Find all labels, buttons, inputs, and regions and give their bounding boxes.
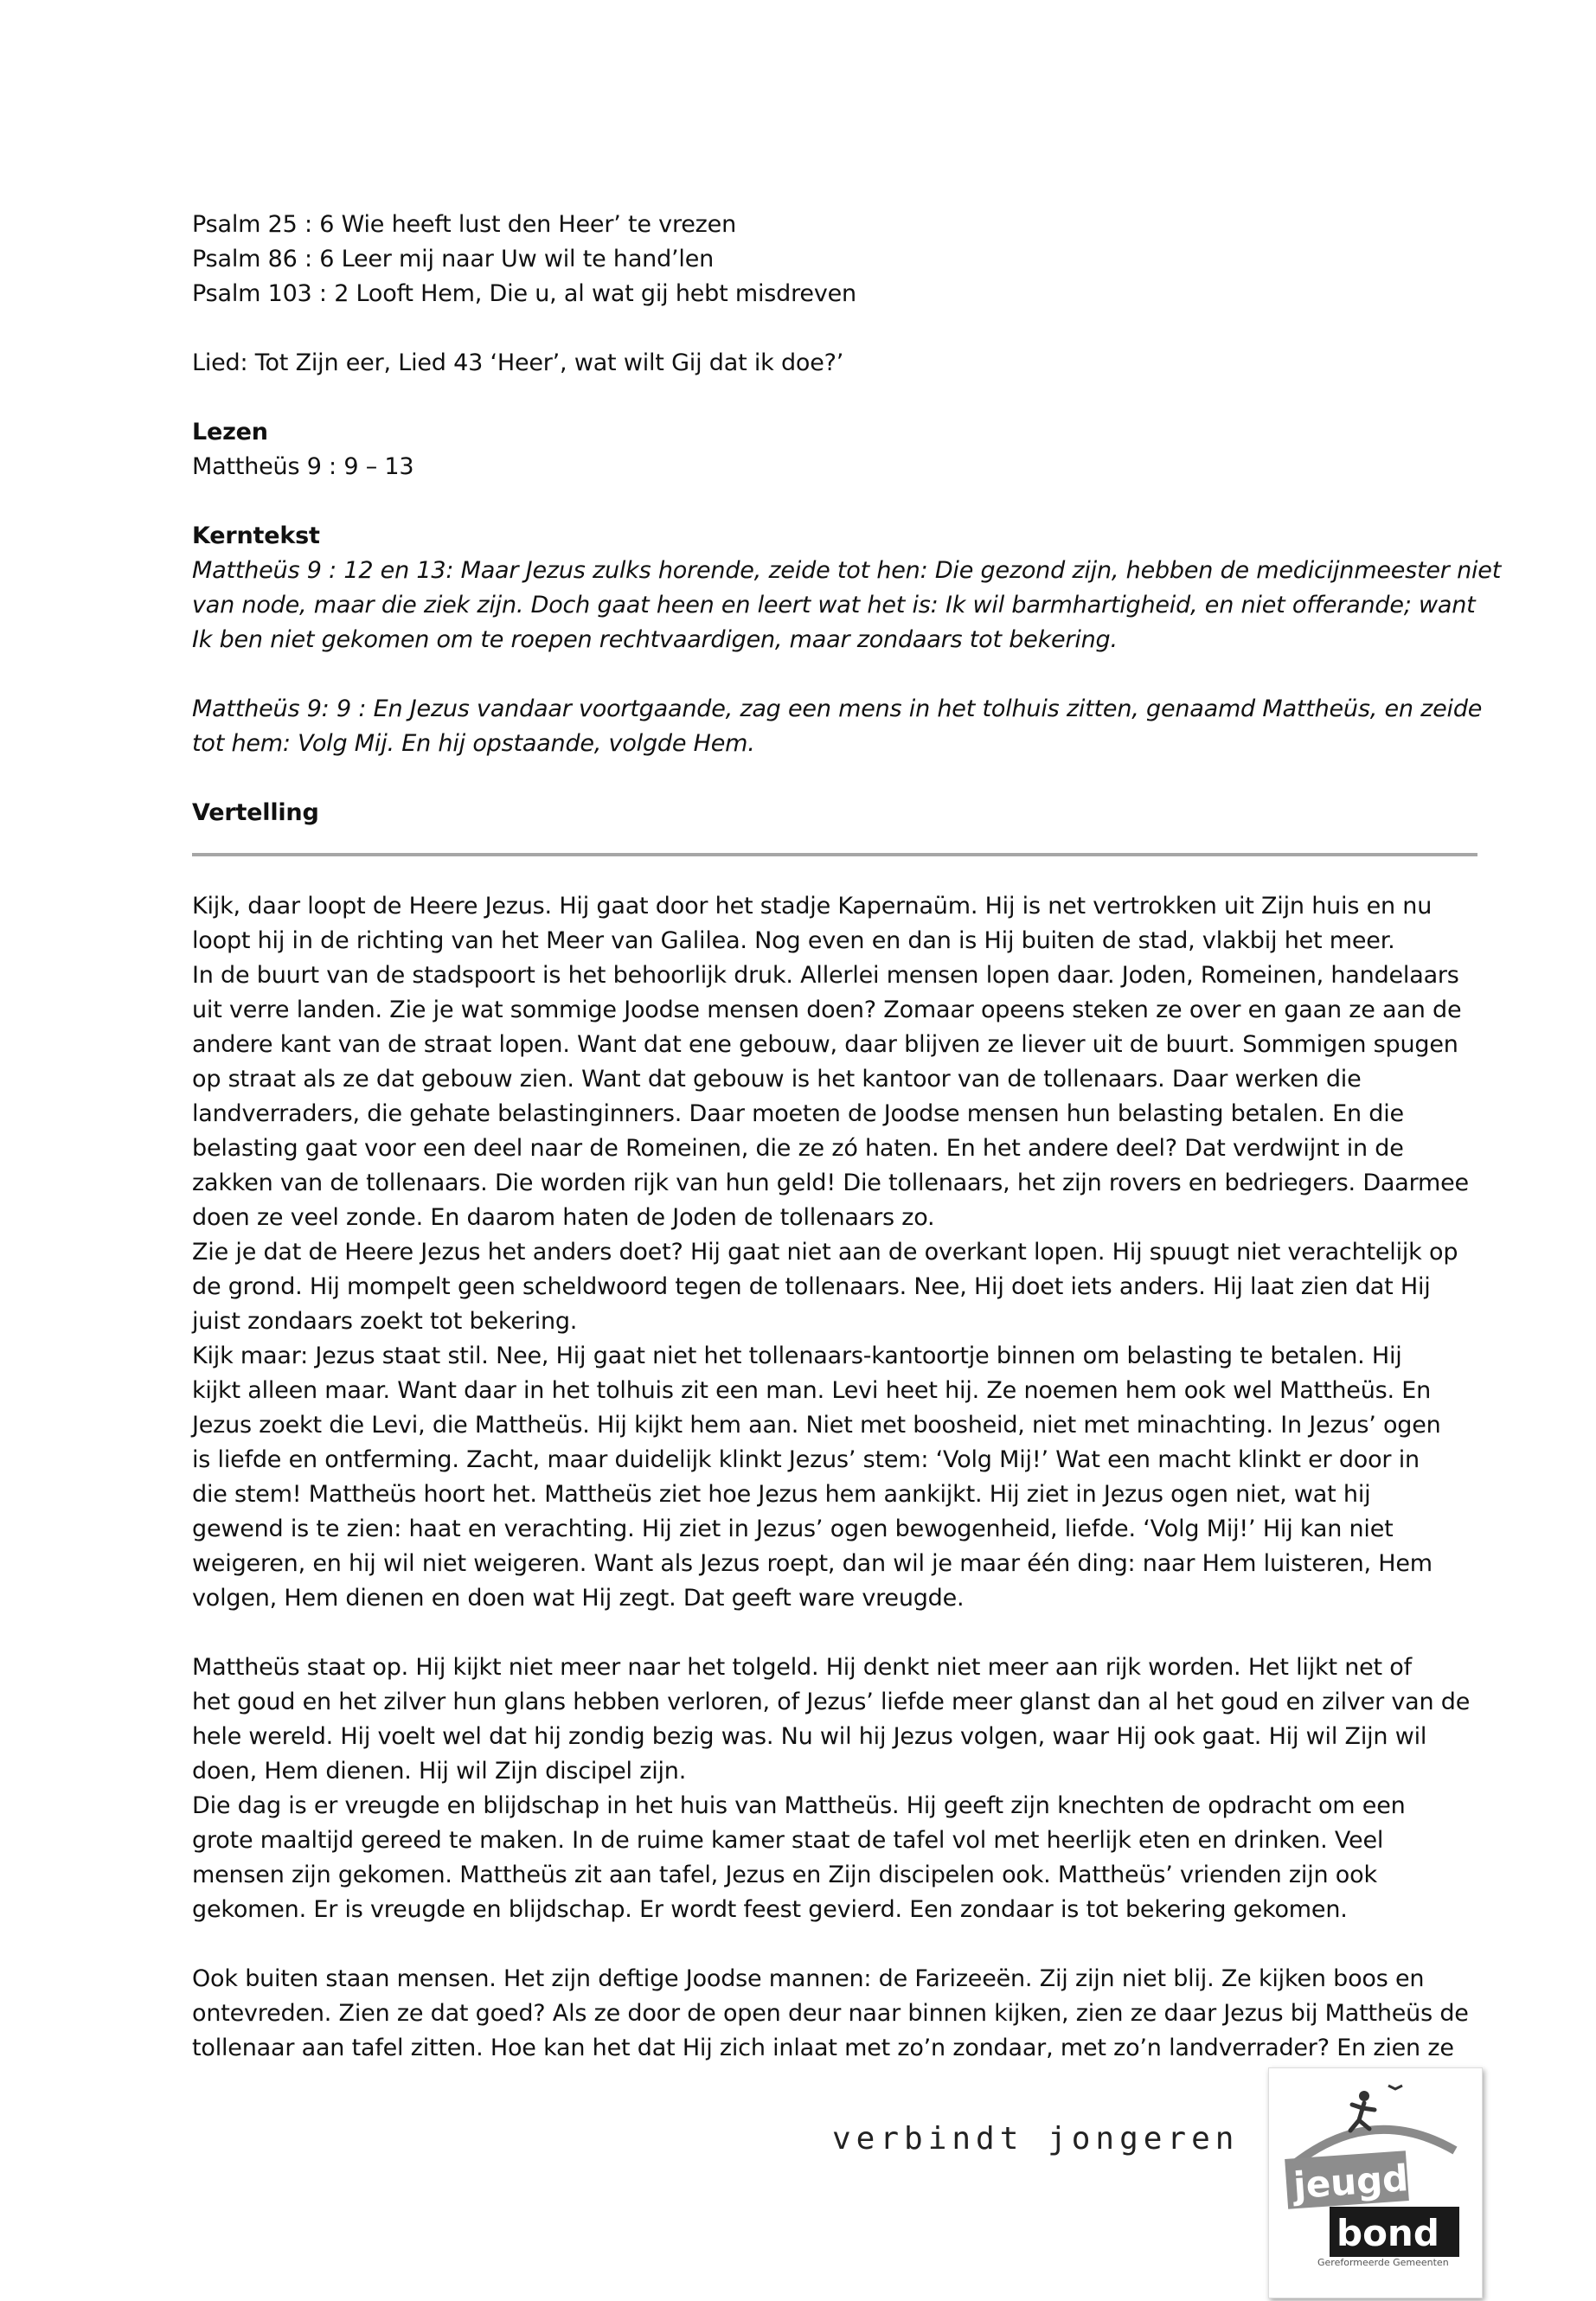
story-line: belasting gaat voor een deel naar de Romeinen, die ze zó haten. En het andere deel? Dat verdwijnt in de	[192, 1135, 1404, 1162]
story-line: volgen, Hem dienen en doen wat Hij zegt. Dat geeft ware vreugde.	[192, 1585, 965, 1612]
kerntekst-text-2	[192, 692, 1483, 761]
story-line: Zie je dat de Heere Jezus het anders doet? Hij gaat niet aan de overkant lopen. Hij spuugt niet verachtelijk op	[192, 1239, 1458, 1266]
kerntekst-line: van node, maar die ziek zijn. Doch gaat heen en leert wat het is: Ik wil barmhartigheid, en niet offerande; want	[192, 592, 1476, 619]
kerntekst-text-1	[192, 554, 1502, 657]
story-line: ontevreden. Zien ze dat goed? Als ze door de open deur naar binnen kijken, zien ze daar Jezus bij Mattheüs de	[192, 2000, 1469, 2027]
footer-slogan: verbindt jongeren	[832, 2121, 1240, 2157]
story-line: die stem! Mattheüs hoort het. Mattheüs ziet hoe Jezus hem aankijkt. Hij ziet in Jezus ogen niet, wat hij	[192, 1481, 1371, 1508]
kerntekst-line: Mattheüs 9: 9 : En Jezus vandaar voortgaande, zag een mens in het tolhuis zitten, genaamd Mattheüs, en zeide	[192, 695, 1483, 722]
story-line: Kijk maar: Jezus staat stil. Nee, Hij gaat niet het tollenaars-kantoortje binnen om belasting te betalen. Hij	[192, 1343, 1402, 1369]
story-line: hele wereld. Hij voelt wel dat hij zondig bezig was. Nu wil hij Jezus volgen, waar Hij ook gaat. Hij wil Zijn wil	[192, 1723, 1427, 1750]
vertelling-paragraph-1	[192, 889, 1479, 1616]
psalm-line: Psalm 103 : 2 Looft Hem, Die u, al wat gij hebt misdreven	[192, 280, 856, 307]
kerntekst-line: Ik ben niet gekomen om te roepen rechtvaardigen, maar zondaars tot bekering.	[192, 626, 1118, 653]
story-line: is liefde en ontferming. Zacht, maar duidelijk klinkt Jezus’ stem: ‘Volg Mij!’ Wat een macht klinkt er door in	[192, 1446, 1420, 1473]
story-line: grote maaltijd gereed te maken. In de ruime kamer staat de tafel vol met heerlijk eten en drinken. Veel	[192, 1827, 1384, 1854]
story-line: Ook buiten staan mensen. Het zijn deftige Joodse mannen: de Farizeeën. Zij zijn niet blij. Ze kijken boos en	[192, 1965, 1425, 1992]
story-line: op straat als ze dat gebouw zien. Want dat gebouw is het kantoor van de tollenaars. Daar werken die	[192, 1066, 1362, 1093]
story-line: Mattheüs staat op. Hij kijkt niet meer naar het tolgeld. Hij denkt niet meer aan rijk worden. Het lijkt net of	[192, 1654, 1412, 1681]
story-line: de grond. Hij mompelt geen scheldwoord tegen de tollenaars. Nee, Hij doet iets anders. Hij laat zien dat Hij	[192, 1273, 1431, 1300]
lezen-heading: Lezen	[192, 419, 268, 445]
psalm-line: Psalm 25 : 6 Wie heeft lust den Heer’ te vrezen	[192, 211, 736, 238]
document-content	[192, 208, 1502, 2066]
section-divider	[192, 853, 1477, 856]
story-line: doen, Hem dienen. Hij wil Zijn discipel zijn.	[192, 1758, 687, 1785]
story-line: weigeren, en hij wil niet weigeren. Want als Jezus roept, dan wil je maar één ding: naar Hem luisteren, Hem	[192, 1550, 1433, 1577]
psalm-list	[192, 208, 1479, 311]
psalm-line: Psalm 86 : 6 Leer mij naar Uw wil te hand’len	[192, 246, 715, 272]
vertelling-heading: Vertelling	[192, 799, 319, 826]
story-line: Die dag is er vreugde en blijdschap in het huis van Mattheüs. Hij geeft zijn knechten de opdracht om een	[192, 1792, 1406, 1819]
story-line: zakken van de tollenaars. Die worden rijk van hun geld! Die tollenaars, het zijn rovers en bedriegers. Daarmee	[192, 1170, 1469, 1196]
story-line: andere kant van de straat lopen. Want dat ene gebouw, daar blijven ze liever uit de buurt. Sommigen spugen	[192, 1031, 1458, 1058]
story-line: loopt hij in de richting van het Meer van Galilea. Nog even en dan is Hij buiten de stad, vlakbij het meer.	[192, 927, 1395, 954]
story-line: In de buurt van de stadspoort is het behoorlijk druk. Allerlei mensen lopen daar. Joden, Romeinen, handelaars	[192, 962, 1459, 989]
story-line: kijkt alleen maar. Want daar in het tolhuis zit een man. Levi heet hij. Ze noemen hem ook wel Mattheüs. En	[192, 1377, 1432, 1404]
lied-line: Lied: Tot Zijn eer, Lied 43 ‘Heer’, wat wilt Gij dat ik doe?’	[192, 349, 844, 376]
story-line: juist zondaars zoekt tot bekering.	[192, 1308, 578, 1335]
vertelling-paragraph-3	[192, 1962, 1479, 2066]
story-line: mensen zijn gekomen. Mattheüs zit aan tafel, Jezus en Zijn discipelen ook. Mattheüs’ vrienden zijn ook	[192, 1862, 1377, 1888]
story-line: Jezus zoekt die Levi, die Mattheüs. Hij kijkt hem aan. Niet met boosheid, niet met minachting. In Jezus’ ogen	[192, 1412, 1441, 1439]
vertelling-paragraph-2	[192, 1650, 1479, 1927]
story-line: uit verre landen. Zie je wat sommige Joodse mensen doen? Zomaar opeens steken ze over en gaan ze aan de	[192, 997, 1462, 1023]
logo-text-jeugd: jeugd	[1292, 2157, 1410, 2208]
kerntekst-line: Mattheüs 9 : 12 en 13: Maar Jezus zulks horende, zeide tot hen: Die gezond zijn, hebben de medicijnmeester niet	[192, 557, 1502, 584]
story-line: gewend is te zien: haat en verachting. Hij ziet in Jezus’ ogen bewogenheid, liefde. ‘Volg Mij!’ Hij kan niet	[192, 1516, 1394, 1542]
jeugdbond-logo	[1268, 2067, 1483, 2298]
story-line: gekomen. Er is vreugde en blijdschap. Er wordt feest gevierd. Een zondaar is tot bekering gekomen.	[192, 1896, 1348, 1923]
lezen-reference: Mattheüs 9 : 9 – 13	[192, 453, 414, 480]
story-line: tollenaar aan tafel zitten. Hoe kan het dat Hij zich inlaat met zo’n zondaar, met zo’n landverrader? En zien ze	[192, 2035, 1454, 2061]
logo-text-bond: bond	[1336, 2212, 1439, 2254]
story-line: Kijk, daar loopt de Heere Jezus. Hij gaat door het stadje Kapernaüm. Hij is net vertrokken uit Zijn huis en nu	[192, 893, 1433, 920]
story-line: doen ze veel zonde. En daarom haten de Joden de tollenaars zo.	[192, 1204, 935, 1231]
logo-caption: Gereformeerde Gemeenten	[1317, 2257, 1449, 2268]
kerntekst-line: tot hem: Volg Mij. En hij opstaande, volgde Hem.	[192, 730, 755, 757]
story-line: landverraders, die gehate belastinginners. Daar moeten de Joodse mensen hun belasting betalen. En die	[192, 1100, 1404, 1127]
kerntekst-heading: Kerntekst	[192, 522, 320, 549]
story-line: het goud en het zilver hun glans hebben verloren, of Jezus’ liefde meer glanst dan al het goud en zilver van de	[192, 1689, 1471, 1715]
